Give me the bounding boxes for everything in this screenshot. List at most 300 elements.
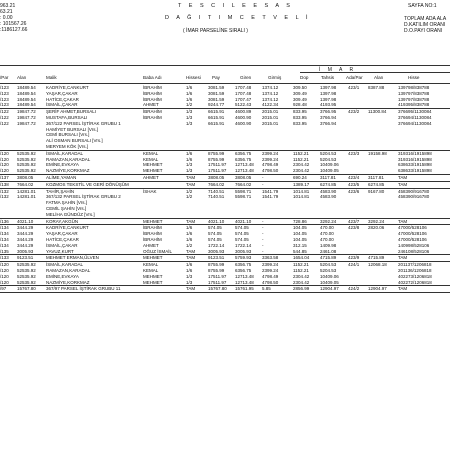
row-area: 18489.54	[17, 102, 36, 108]
col-hissesi: Hissesi	[186, 75, 201, 80]
row-imar-area: 3117.81	[368, 174, 384, 180]
row-girmis: 2015.01	[262, 120, 279, 126]
row-imar-share: TAM	[398, 174, 408, 180]
row-imar-area: 3292.24	[368, 218, 385, 224]
row-tahsis: 1397.98	[320, 96, 337, 102]
row-parcel: /134	[0, 231, 9, 237]
row-tahsis: 6274.85	[320, 181, 337, 187]
row-area: 15767.80	[17, 286, 36, 292]
row-tahsis: 2461.08	[320, 248, 337, 254]
row-parcel: /123	[0, 96, 9, 102]
row-share: 1/6	[186, 267, 193, 273]
row-imar-share: 47000/528106	[398, 231, 427, 237]
table-row	[0, 218, 450, 225]
row-area: 9123.51	[17, 255, 34, 261]
row-parcel: /134	[0, 225, 9, 231]
row-dop: 833.95	[293, 114, 307, 120]
row-tahsis: 4583.90	[320, 188, 337, 194]
row-father-name: İBRAHİM	[143, 109, 162, 115]
row-parcel: /120	[0, 156, 9, 162]
row-imar-area: 6274.85	[368, 181, 385, 187]
row-girmis: 4798.49	[262, 273, 279, 279]
row-girmis: 2399.24	[262, 267, 279, 273]
row-father-name: AHMET	[143, 174, 159, 180]
row-pay: 574.05	[208, 231, 222, 237]
row-pay: 8755.99	[208, 150, 225, 156]
row-share: TAM	[186, 286, 196, 292]
row-girmis: 4122.34	[262, 102, 279, 108]
row-owner: KADRİYE,CANKURT	[46, 85, 89, 90]
table-row	[0, 108, 450, 115]
table-row	[0, 261, 450, 268]
row-girmis: -	[262, 231, 264, 237]
row-dop: 2304.42	[293, 168, 310, 174]
row-owner: İSMAİL,KARADAL	[46, 262, 84, 268]
row-giren: 6356.75	[235, 156, 252, 162]
row-giren: 6356.75	[235, 267, 252, 273]
row-tahsis: 5204.53	[320, 262, 337, 268]
row-imar-share: TAM	[398, 218, 408, 224]
row-tahsis: 3117.81	[320, 174, 336, 180]
row-area: 14281.01	[17, 194, 36, 200]
table-row	[0, 224, 450, 231]
row-girmis: 1541.79	[262, 194, 279, 200]
row-owner: ŞERİF AHMET,BURSALI	[46, 109, 97, 115]
header-right-2: D.KATILIM ORANI	[404, 22, 446, 28]
row-father-name: KEMAL	[143, 156, 159, 162]
row-dop: 309.49	[293, 90, 307, 96]
row-girmis: -	[262, 181, 264, 187]
row-parcel: /123	[0, 90, 9, 96]
row-area: 52535.92	[17, 273, 36, 279]
row-imar-share: 458390/916780	[398, 194, 430, 200]
row-area: 3444.29	[17, 231, 34, 237]
row-share: 1/6	[186, 85, 193, 90]
row-ada-par: 423/8	[348, 225, 360, 231]
row-share: 1/3	[186, 168, 193, 174]
row-dop: 1152.21	[293, 156, 309, 162]
row-girmis: 2399.24	[262, 262, 279, 268]
row-owner: FATMA ŞAHİN [Vrs.]	[46, 200, 88, 206]
row-area: 7664.02	[17, 181, 34, 187]
row-dop: 1152.21	[293, 150, 309, 156]
row-giren: 4600.90	[235, 114, 252, 120]
page-number: SAYFA NO:1	[408, 3, 437, 9]
row-parcel: /122	[0, 120, 9, 126]
row-dop: 309.50	[293, 85, 307, 90]
row-father-name: MEHMET	[143, 279, 163, 285]
document-subtitle: D A Ğ I T I M C E T V E L İ	[165, 15, 311, 21]
row-tahsis: 4193.95	[320, 102, 337, 108]
row-owner: MUSTAFA,BURSALI	[46, 114, 88, 120]
row-share: 1/3	[186, 120, 193, 126]
row-tahsis: 3766.94	[320, 120, 337, 126]
row-share: TAM	[186, 181, 196, 187]
row-father-name: İBRAHİM	[143, 236, 162, 242]
row-father-name: İBRAHİM	[143, 90, 162, 96]
col-ada-par: Ada/Par	[346, 75, 363, 80]
row-parcel: /135	[0, 248, 9, 254]
row-area: 52535.92	[17, 162, 36, 168]
row-area: 52535.92	[17, 156, 36, 162]
row-father-name: MEHMET	[143, 162, 163, 168]
row-area: 4021.10	[17, 218, 34, 224]
row-dop: 309.49	[293, 96, 307, 102]
row-imar-share: TAM	[398, 286, 408, 292]
row-owner: RAMAZAN,KARADAL	[46, 267, 91, 273]
row-dop: 1152.21	[293, 262, 309, 268]
row-share: 1/2	[186, 102, 193, 108]
row-tahsis: 3766.95	[320, 109, 337, 115]
row-area: 19847.72	[17, 120, 36, 126]
row-area: 52535.92	[17, 279, 36, 285]
table-row	[0, 285, 450, 293]
row-parcel: /97	[0, 286, 7, 292]
row-giren: 12713.48	[235, 273, 254, 279]
row-dop: 1152.21	[293, 267, 309, 273]
header-left-5: :1186127.66	[0, 27, 28, 33]
row-tahsis: 1397.98	[320, 90, 337, 96]
table-row	[0, 254, 450, 261]
row-imar-share: 458390/916780	[398, 188, 430, 194]
row-share: 1/3	[186, 273, 193, 279]
row-parcel: /137	[0, 174, 9, 180]
row-owner: ALİ OSMAN BURSALI [Vrs.]	[46, 138, 103, 144]
row-father-name: İBRAHİM	[143, 85, 162, 90]
row-owner: NAZMİYE,KORKMAZ	[46, 279, 90, 285]
row-girmis: 4798.49	[262, 162, 279, 168]
row-girmis: -	[262, 225, 264, 231]
row-pay: 574.05	[208, 236, 222, 242]
row-pay: 7664.02	[208, 181, 225, 187]
row-giren: 574.05	[235, 236, 249, 242]
table-header-divider	[0, 83, 450, 84]
table-header	[0, 74, 450, 82]
row-pay: 17511.97	[208, 162, 227, 168]
row-owner: MERYEM KÖK [Vrs.]	[46, 143, 89, 149]
header-left-4: : 101567.26	[0, 21, 27, 27]
row-parcel: /120	[0, 168, 9, 174]
row-share: 1/6	[186, 225, 193, 231]
row-dop: 1014.81	[293, 194, 310, 200]
col-imar-hisse: Hisse	[408, 75, 420, 80]
row-share: 1/2	[186, 242, 193, 248]
row-father-name: İBRAHİM	[143, 114, 162, 120]
header-right-1: TOPLAM ADA ALA	[404, 16, 447, 22]
row-area: 14281.01	[17, 188, 36, 194]
row-pay: 4021.10	[208, 218, 225, 224]
row-ada-par: 423/4	[348, 174, 360, 180]
row-father-name: OĞUZ İSMAİL	[143, 248, 173, 254]
row-girmis: 4798.50	[262, 168, 279, 174]
row-share: 1/6	[186, 262, 193, 268]
row-giren: 5122.43	[235, 102, 252, 108]
header-left-2: 63.21	[0, 9, 13, 15]
row-imar-share: TAM	[398, 255, 408, 261]
row-girmis: -	[262, 242, 264, 248]
row-girmis: 2015.01	[262, 109, 279, 115]
col-pay: Pay	[212, 75, 220, 80]
row-dop: 690.24	[293, 174, 307, 180]
row-tahsis: 10409.05	[320, 279, 339, 285]
row-imar-share: 246108/528106	[398, 248, 430, 254]
row-imar-area: 4715.89	[368, 255, 385, 261]
row-pay: 6615.91	[208, 109, 225, 115]
row-giren: 1707.48	[235, 85, 252, 90]
row-owner: YAVUZ,KURT	[46, 248, 74, 254]
row-ada-par: 423/5	[348, 181, 360, 187]
row-father-name: KEMAL	[143, 267, 159, 273]
row-area: 3444.29	[17, 242, 34, 248]
row-girmis: 1541.79	[262, 188, 279, 194]
row-girmis: 2399.24	[262, 156, 279, 162]
row-share: TAM	[186, 174, 196, 180]
row-area: 52535.92	[17, 267, 36, 273]
row-imar-share: 139797/838788	[398, 96, 430, 102]
row-imar-share: 201137/1206818	[398, 262, 432, 268]
row-dop: 104.05	[293, 225, 307, 231]
row-parcel: /123	[0, 85, 9, 90]
row-area: 18489.54	[17, 96, 36, 102]
row-area: 52535.92	[17, 168, 36, 174]
row-share: 1/6	[186, 150, 193, 156]
row-giren: 6356.75	[235, 150, 252, 156]
table-row	[0, 150, 450, 157]
row-father-name: İBRAHİM	[143, 225, 162, 231]
row-imar-share: 140998/528106	[398, 242, 430, 248]
row-tahsis: 10409.06	[320, 273, 339, 279]
row-girmis: -	[262, 248, 264, 254]
row-girmis: 3363.58	[262, 255, 279, 261]
row-owner: 367/122 PARSEL İŞTİRAK GRUBU 1	[46, 120, 121, 126]
row-area: 19847.72	[17, 109, 36, 115]
imar-divider	[300, 72, 450, 73]
row-share: 1/6	[186, 90, 193, 96]
row-dop: 1389.17	[293, 181, 310, 187]
row-pay: 8755.99	[208, 262, 225, 268]
row-ada-par: 424/2	[348, 286, 360, 292]
table-row	[0, 174, 450, 181]
row-giren: 12713.48	[235, 279, 254, 285]
row-tahsis: 4583.90	[320, 194, 337, 200]
row-pay: 6615.91	[208, 114, 225, 120]
row-father-name: AHMET	[143, 102, 159, 108]
row-tahsis: 5204.53	[320, 156, 337, 162]
row-owner: TAHİR,ŞAHİN	[46, 188, 75, 194]
col-giren: Giren	[240, 75, 252, 80]
row-parcel: /122	[0, 109, 9, 115]
row-dop: 1014.81	[293, 188, 310, 194]
row-father-name: MEHMET	[143, 273, 163, 279]
row-tahsis: 5204.53	[320, 150, 337, 156]
row-parcel: /120	[0, 279, 9, 285]
row-imar-share: 47000/528106	[398, 225, 427, 231]
row-pay: 8755.99	[208, 267, 225, 273]
row-imar-share: 638633/1915898	[398, 168, 432, 174]
row-giren: 4021.10	[235, 218, 252, 224]
row-giren: 5598.71	[235, 188, 252, 194]
row-owner: İSMAİL,KARADAL	[46, 150, 84, 156]
row-owner: CEMİ BURSALI [Vrs.]	[46, 132, 90, 138]
row-father-name: İBRAHİM	[143, 96, 162, 102]
row-share: 1/6	[186, 236, 193, 242]
row-share: 1/3	[186, 114, 193, 120]
row-imar-area: 19158.98	[368, 150, 387, 156]
row-father-name: KEMAL	[143, 150, 159, 156]
row-tahsis: 3292.24	[320, 218, 337, 224]
row-pay: 3081.59	[208, 90, 225, 96]
row-tahsis: 4715.89	[320, 255, 337, 261]
row-imar-share: 419395/838788	[398, 102, 430, 108]
row-dop: 2304.42	[293, 279, 310, 285]
header-left-values	[0, 3, 27, 33]
row-tahsis: 3766.94	[320, 114, 337, 120]
row-owner: HATİCE,ÇAKAR	[46, 236, 79, 242]
header-left-3: : 0.00	[0, 15, 13, 21]
row-father-name: MEHMET	[143, 255, 163, 261]
row-share: 1/2	[186, 194, 193, 200]
row-parcel: /132	[0, 194, 9, 200]
row-pay: 7140.51	[208, 194, 225, 200]
row-dop: 312.15	[293, 242, 307, 248]
row-imar-share: 319316/1915898	[398, 156, 432, 162]
row-giren: 6356.75	[235, 262, 252, 268]
row-imar-share: 402272/1206818	[398, 279, 432, 285]
row-parcel: /120	[0, 267, 9, 273]
row-pay: 3005.93	[208, 248, 225, 254]
row-share: 1/3	[186, 162, 193, 168]
row-ada-par: 423/9	[348, 255, 360, 261]
row-imar-share: 376694/1130084	[398, 114, 432, 120]
row-parcel: /132	[0, 188, 9, 194]
row-girmis: 1374.12	[262, 85, 279, 90]
row-parcel: /133	[0, 255, 9, 261]
row-pay: 3081.59	[208, 96, 225, 102]
row-parcel: /134	[0, 242, 9, 248]
row-ada-par: 423/1	[348, 85, 360, 90]
row-tahsis: 12904.97	[320, 286, 339, 292]
row-area: 3444.29	[17, 236, 34, 242]
row-pay: 574.05	[208, 225, 222, 231]
row-share: 1/3	[186, 279, 193, 285]
row-imar-share: 139798/838788	[398, 85, 430, 90]
row-pay: 6615.91	[208, 120, 225, 126]
row-pay: 9123.51	[208, 255, 225, 261]
row-imar-area: 12068.18	[368, 262, 387, 268]
row-imar-area: 11300.84	[368, 109, 387, 115]
row-girmis: 1374.12	[262, 96, 279, 102]
row-dop: 833.95	[293, 120, 307, 126]
row-imar-area: 8387.88	[368, 85, 385, 90]
row-dop: 928.48	[293, 102, 307, 108]
row-area: 3444.29	[17, 225, 34, 231]
row-owner: CEMİL ŞAHİN [Vrs.]	[46, 205, 87, 211]
row-tahsis: 1397.98	[320, 85, 337, 90]
row-ada-par: 423/7	[348, 218, 360, 224]
row-giren: 3005.93	[235, 248, 252, 254]
row-owner: İSMAİL,ÇAKAR	[46, 102, 78, 108]
row-owner: MEHMET ERMAN,ÜLVEN	[46, 255, 99, 261]
row-pay: 17511.97	[208, 168, 227, 174]
row-imar-share: 376695/1130084	[398, 109, 432, 115]
row-pay: 7140.51	[208, 188, 225, 194]
row-area: 18489.54	[17, 90, 36, 96]
row-imar-share: 376694/1130084	[398, 120, 432, 126]
header-right-values	[404, 16, 446, 34]
row-owner: HATİCE,ÇAKAR	[46, 96, 79, 102]
row-area: 3005.93	[17, 248, 34, 254]
row-imar-share: 402273/1206818	[398, 273, 432, 279]
header-left-1: 963.21	[0, 3, 16, 9]
row-parcel: /138	[0, 181, 9, 187]
parcel-order-note: ( İMAR PARSELİNE SIRALI )	[183, 28, 248, 34]
row-dop: 2856.99	[293, 286, 310, 292]
row-owner: ALİME,YAMAN	[46, 174, 77, 180]
col-imar-alan: Alan	[374, 75, 384, 80]
row-owner: KOZMOS TEKSTİL VE GERİ DÖNÜŞÜM	[46, 181, 129, 187]
row-father-name: AHMET	[143, 242, 159, 248]
row-imar-share: 638633/1915898	[398, 162, 432, 168]
row-imar-share: TAM	[398, 181, 408, 187]
row-girmis: 2399.24	[262, 150, 279, 156]
row-imar-share: 47000/528106	[398, 236, 427, 242]
row-parcel: /120	[0, 162, 9, 168]
imar-section-label: İ M A R	[319, 67, 357, 73]
row-dop: 104.05	[293, 236, 307, 242]
row-dop: 544.85	[293, 248, 307, 254]
row-owner: KORAY,AKGÜN	[46, 218, 79, 224]
row-owner: NAZMİYE,KORKMAZ	[46, 168, 90, 174]
row-share: 1/2	[186, 188, 193, 194]
row-giren: 4600.89	[235, 109, 252, 115]
row-giren: 1707.47	[235, 96, 252, 102]
row-owner: HAMİYET BURSALI [Vrs.]	[46, 126, 99, 132]
col-tahsis: Tahsis	[321, 75, 335, 80]
row-area: 3808.05	[17, 174, 34, 180]
row-pay: 9244.77	[208, 102, 225, 108]
row-girmis: 2015.01	[262, 114, 279, 120]
row-tahsis: 10409.05	[320, 168, 339, 174]
row-owner: KADRİYE,CANKURT	[46, 225, 89, 231]
row-share: 1/6	[186, 156, 193, 162]
row-owner: İSMAİL,ÇAKAR	[46, 242, 78, 248]
row-giren: 1707.48	[235, 90, 252, 96]
row-father-name: MEHMET	[143, 168, 163, 174]
row-father-name: İBRAHİM	[143, 231, 162, 237]
row-imar-share: 201136/1206818	[398, 267, 432, 273]
row-owner: 367/132 PARSEL İŞTİRAK GRUBU 2	[46, 194, 121, 200]
row-share: TAM	[186, 255, 196, 261]
row-dop: 104.05	[293, 231, 307, 237]
row-father-name: İSHAK	[143, 188, 157, 194]
row-parcel: /134	[0, 236, 9, 242]
row-giren: 5759.93	[235, 255, 252, 261]
row-parcel: /120	[0, 150, 9, 156]
row-parcel: /122	[0, 114, 9, 120]
table-row	[0, 181, 450, 188]
row-tahsis: 470.00	[320, 236, 334, 242]
row-pay: 3808.05	[208, 174, 225, 180]
row-owner: EMİNE,EVKAYA	[46, 273, 79, 279]
row-giren: 4600.90	[235, 120, 252, 126]
row-dop: 1654.04	[293, 255, 310, 261]
row-tahsis: 10409.06	[320, 162, 339, 168]
header-divider	[0, 65, 450, 66]
row-imar-area: 12904.97	[368, 286, 387, 292]
row-giren: 3808.05	[235, 174, 252, 180]
row-imar-area: 2820.06	[368, 225, 385, 231]
row-tahsis: 470.00	[320, 231, 334, 237]
